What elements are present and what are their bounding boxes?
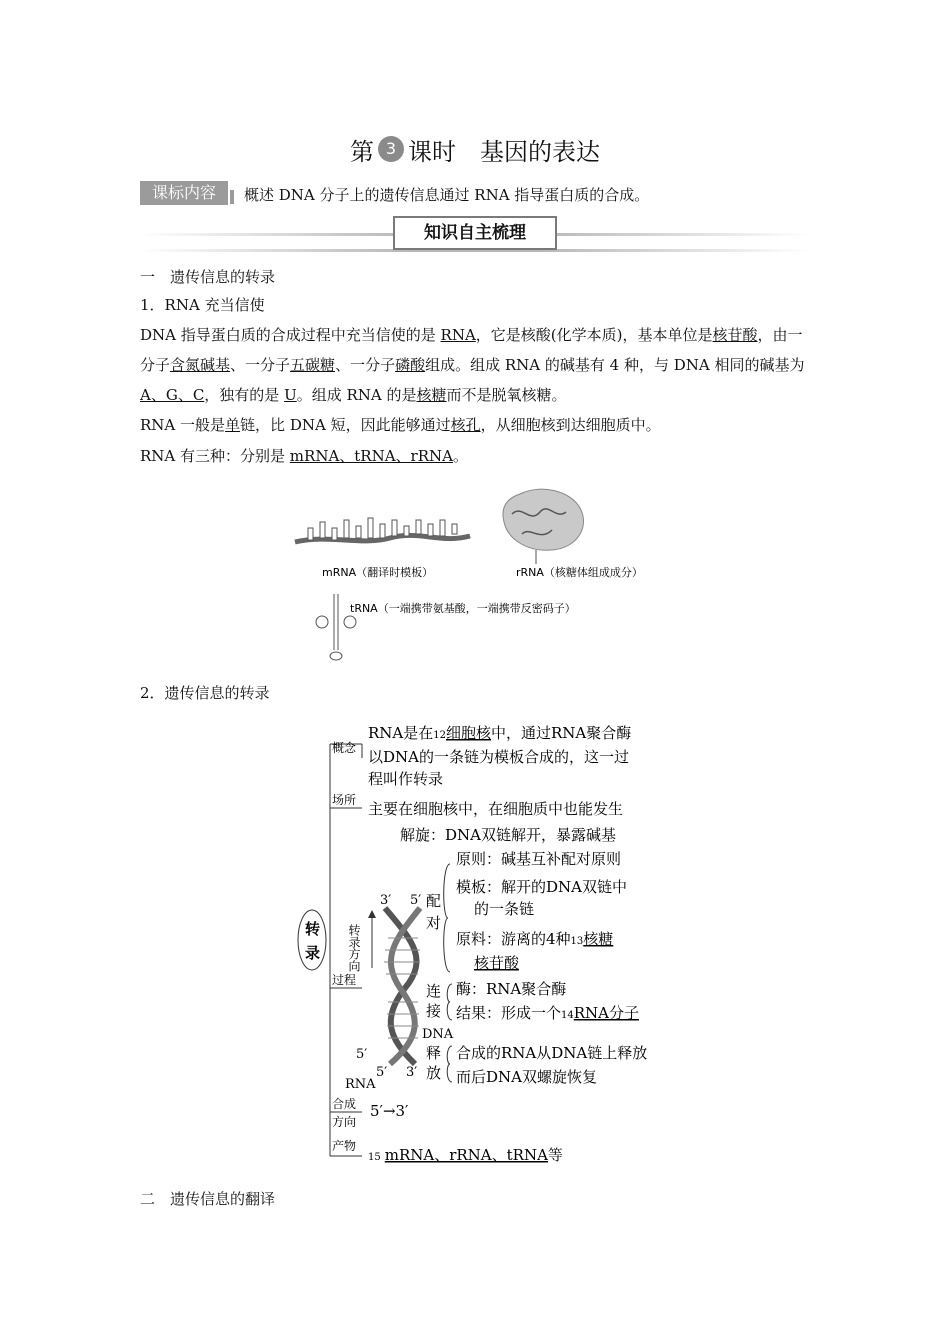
release-line-2: 而后DNA双螺旋恢复 bbox=[456, 1068, 597, 1086]
mrna-illustration bbox=[295, 518, 470, 542]
synth-dir-text: 5′→3′ bbox=[370, 1102, 409, 1120]
rna-types-figure bbox=[290, 484, 670, 664]
release-label-1: 释 bbox=[426, 1044, 442, 1062]
blank-13-number: 13 bbox=[570, 936, 584, 947]
rrna-caption: rRNA（核糖体组成成分） bbox=[516, 566, 643, 579]
synth-dir-label-1: 合成 bbox=[332, 1097, 357, 1111]
end-3-top: 3′ bbox=[380, 893, 392, 908]
title-prefix: 第 bbox=[350, 138, 374, 166]
product-line: 15 mRNA、rRNA、tRNA等 bbox=[368, 1146, 563, 1164]
template-line-2: 的一条链 bbox=[474, 900, 535, 918]
rrna-illustration bbox=[503, 489, 584, 564]
paragraph-rna-messenger: DNA 指导蛋白质的合成过程中充当信使的是 RNA，它是核酸(化学本质)，基本单位是核苷酸，由一分子含氮碱基、一分子五碳糖、一分子磷酸组成。组成 RNA 的碱基有 4 种，与 DNA 相同的碱基为A、G、C，独有的是 U。组成 RNA 的是核糖而不是脱氧核糖。 bbox=[140, 326, 805, 404]
end-3-bottom: 3′ bbox=[406, 1065, 418, 1080]
dna-label: DNA bbox=[422, 1027, 454, 1042]
concept-line-1: RNA是在12细胞核中，通过RNA聚合酶 bbox=[368, 724, 632, 742]
blank-15-number: 15 bbox=[368, 1152, 381, 1163]
part1-sub2: 2．遗传信息的转录 bbox=[140, 684, 270, 702]
part1-sub1: 1．RNA 充当信使 bbox=[140, 296, 265, 314]
rna-label: RNA bbox=[345, 1077, 376, 1092]
part2-heading: 二 遗传信息的翻译 bbox=[140, 1190, 276, 1208]
product-label: 产物 bbox=[332, 1139, 357, 1153]
blank-12-number: 12 bbox=[433, 730, 446, 741]
material-line-1: 原料：游离的4种13核糖 bbox=[456, 930, 614, 948]
concept-label: 概念 bbox=[332, 741, 357, 755]
title-lesson: 课时 bbox=[408, 138, 456, 166]
principle-text: 原则：碱基互补配对原则 bbox=[456, 850, 622, 868]
trna-caption: tRNA（一端携带氨基酸，一端携带反密码子） bbox=[350, 602, 576, 615]
pair-brace bbox=[444, 864, 450, 972]
unwind-text: 解旋：DNA双链解开，暴露碱基 bbox=[400, 826, 616, 844]
link-label-1: 连 bbox=[426, 982, 442, 1000]
link-label-2: 接 bbox=[426, 1002, 442, 1020]
pair-label-2: 对 bbox=[426, 914, 442, 932]
blank-14-number: 14 bbox=[561, 1010, 574, 1021]
direction-arrowhead bbox=[368, 910, 376, 918]
link-brace bbox=[447, 984, 452, 1020]
dna-helix-illustration bbox=[384, 908, 420, 1064]
center-label-top: 转 bbox=[305, 920, 321, 938]
end-5-top: 5′ bbox=[410, 893, 422, 908]
release-label-2: 放 bbox=[426, 1064, 442, 1082]
synth-dir-label-2: 方向 bbox=[332, 1115, 357, 1129]
material-line-2: 核苷酸 bbox=[474, 954, 520, 972]
end-5-left: 5′ bbox=[356, 1047, 368, 1062]
end-5-bottom: 5′ bbox=[376, 1065, 388, 1080]
lesson-number-badge: 3 bbox=[378, 136, 404, 162]
direction-label: 转录方向 bbox=[347, 924, 361, 972]
section-badge: 知识自主梳理 bbox=[393, 216, 557, 250]
standard-text: 概述 DNA 分子上的遗传信息通过 RNA 指导蛋白质的合成。 bbox=[244, 186, 650, 204]
part1-heading: 一 遗传信息的转录 bbox=[140, 268, 276, 286]
page-title bbox=[0, 132, 950, 167]
paragraph-rna-types: RNA 有三种：分别是 mRNA、tRNA、rRNA。 bbox=[140, 447, 468, 465]
paragraph-rna-single-strand: RNA 一般是单链，比 DNA 短，因此能够通过核孔，从细胞核到达细胞质中。 bbox=[140, 416, 661, 434]
place-text: 主要在细胞核中，在细胞质中也能发生 bbox=[368, 800, 624, 818]
release-line-1: 合成的RNA从DNA链上释放 bbox=[456, 1044, 648, 1062]
result-line: 结果：形成一个14RNA分子 bbox=[456, 1004, 640, 1022]
standard-tag: 课标内容 bbox=[140, 181, 228, 205]
template-line-1: 模板：解开的DNA双链中 bbox=[456, 878, 627, 896]
place-label: 场所 bbox=[332, 793, 357, 807]
standard-tag-bar bbox=[230, 190, 234, 204]
process-label: 过程 bbox=[332, 973, 357, 987]
mrna-caption: mRNA（翻译时模板） bbox=[322, 566, 434, 579]
concept-line-3: 程叫作转录 bbox=[368, 770, 444, 788]
enzyme-text: 酶：RNA聚合酶 bbox=[456, 980, 567, 998]
center-label-bottom: 录 bbox=[305, 944, 321, 962]
transcription-diagram bbox=[290, 718, 670, 1170]
concept-line-2: 以DNA的一条链为模板合成的，这一过 bbox=[368, 748, 629, 766]
title-name: 基因的表达 bbox=[480, 138, 600, 166]
release-brace bbox=[447, 1046, 452, 1082]
pair-label-1: 配 bbox=[426, 892, 442, 910]
